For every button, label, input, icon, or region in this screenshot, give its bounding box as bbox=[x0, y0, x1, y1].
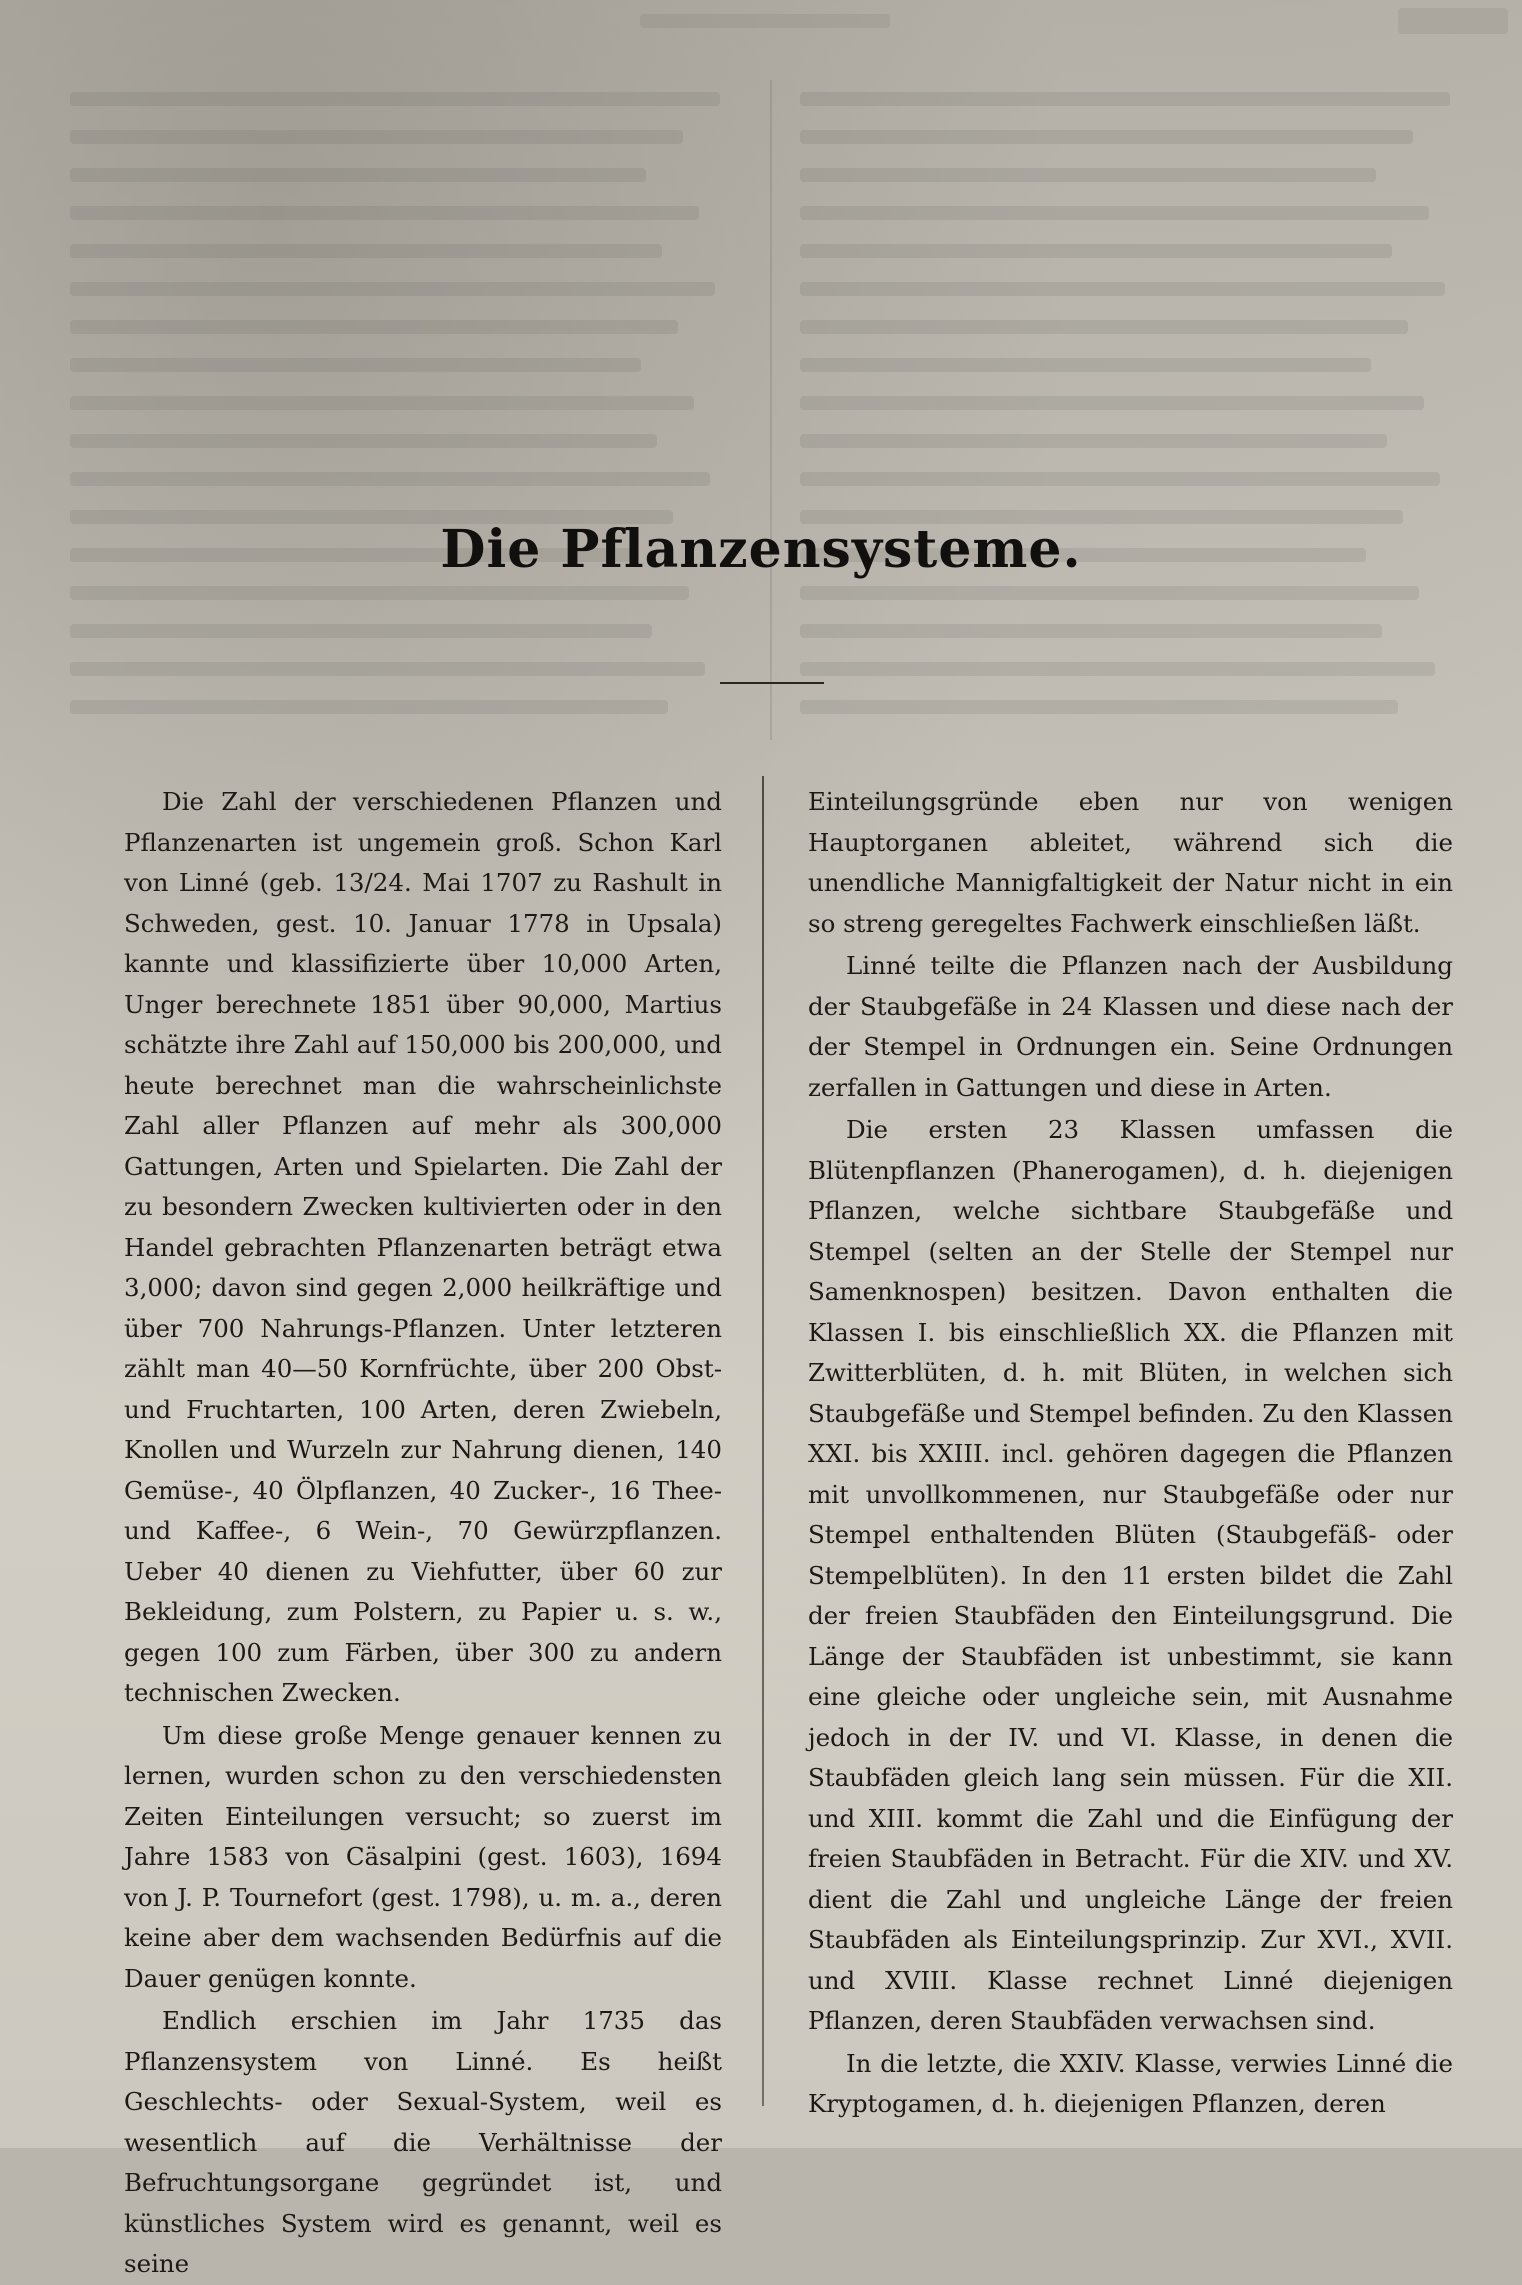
left-column bbox=[124, 782, 722, 2285]
title-rule bbox=[720, 682, 824, 684]
bleed-text-line bbox=[70, 472, 710, 486]
bleed-text-line bbox=[800, 130, 1413, 144]
paragraph: In die letzte, die XXIV. Klasse, verwies Linné die Kryptogamen, d. h. diejenigen Pflanzen, deren bbox=[808, 2048, 1453, 2118]
bleed-text-line bbox=[800, 700, 1398, 714]
bleed-text-line bbox=[800, 472, 1440, 486]
bleed-text-line bbox=[70, 700, 668, 714]
bleed-text-line bbox=[70, 168, 646, 182]
page-number-ghost bbox=[1398, 8, 1508, 34]
paragraph: Linné teilte die Pflanzen nach der Ausbildung der Staubgefäße in 24 Klassen und diese nach der der Stempel in Ordnungen ein. Seine Ordnungen zerfallen in Gattungen und diese in Arten. bbox=[808, 951, 1453, 1102]
bleed-text-line bbox=[800, 320, 1408, 334]
bleed-text-line bbox=[70, 624, 652, 638]
bleed-text-line bbox=[800, 662, 1435, 676]
paragraph: Um diese große Menge genauer kennen zu lernen, wurden schon zu den verschiedensten Zeiten Einteilungen versucht; so zuerst im Jahre 1583 von Cäsalpini (gest. 1603), 1694 von J. P. Tournefort (gest. 1798), u. m. a., deren keine aber dem wachsenden Bedürfnis auf die Dauer genügen konnte. bbox=[124, 1720, 722, 1993]
bleed-text-line bbox=[70, 358, 641, 372]
bleed-text-line bbox=[800, 92, 1450, 106]
bleed-text-line bbox=[70, 206, 699, 220]
bleed-text-line bbox=[70, 244, 662, 258]
bleed-text-line bbox=[70, 434, 657, 448]
paragraph: Die Zahl der verschiedenen Pflanzen und Pflanzenarten ist ungemein groß. Schon Karl von Linné (geb. 13/24. Mai 1707 zu Rashult in Schweden, gest. 10. Januar 1778 in Upsala) kannte und klassifizierte über 10,000 Arten, Unger berechnete 1851 über 90,000, Martius schätzte ihre Zahl auf 150,000 bis 200,000, und heute berechnet man die wahrscheinlichste Zahl aller Pflanzen auf mehr als 300,000 Gattungen, Arten und Spielarten. Die Zahl der zu besondern Zwecken kultivierten oder in den Handel gebrachten Pflanzenarten beträgt etwa 3,000; davon sind gegen 2,000 heilkräftige und über 700 Nahrungs-Pflanzen. Unter letzteren zählt man 40—50 Kornfrüchte, über 200 Obst- und Fruchtarten, 100 Arten, deren Zwiebeln, Knollen und Wurzeln zur Nahrung dienen, 140 Gemüse-, 40 Ölpflanzen, 40 Zucker-, 16 Thee- und Kaffee-, 6 Wein-, 70 Gewürzpflanzen. Ueber 40 dienen zu Viehfutter, über 60 zur Bekleidung, zum Polstern, zu Papier u. s. w., gegen 100 zum Färben, über 300 zu andern technischen Zwecken. bbox=[124, 787, 722, 1707]
bleed-text-line bbox=[800, 244, 1392, 258]
bleed-text-line bbox=[800, 168, 1376, 182]
bleed-text-line bbox=[70, 92, 720, 106]
paragraph: Endlich erschien im Jahr 1735 das Pflanzensystem von Linné. Es heißt Geschlechts- oder Sexual-System, weil es wesentlich auf die Verhältnisse der Befruchtungsorgane gegründet ist, und künstliches System wird es genannt, weil es seine bbox=[124, 2006, 722, 2278]
right-column bbox=[808, 782, 1453, 2125]
bleed-text-line bbox=[800, 358, 1371, 372]
bleed-through-background bbox=[0, 0, 1522, 760]
paragraph: Einteilungsgründe eben nur von wenigen Hauptorganen ableitet, während sich die unendliche Mannigfaltigkeit der Natur nicht in ein so streng geregeltes Fachwerk einschließen läßt. bbox=[808, 787, 1453, 938]
bleed-text-line bbox=[800, 282, 1445, 296]
bleed-text-line bbox=[70, 586, 689, 600]
bleed-text-line bbox=[70, 662, 705, 676]
column-divider bbox=[762, 776, 764, 2106]
bleed-text-line bbox=[70, 130, 683, 144]
running-head-ghost bbox=[640, 14, 890, 28]
page-title: Die Pflanzensysteme. bbox=[440, 519, 1082, 580]
bleed-text-line bbox=[800, 396, 1424, 410]
bleed-text-line bbox=[70, 396, 694, 410]
bleed-text-line bbox=[70, 320, 678, 334]
bleed-column-rule bbox=[770, 80, 772, 740]
paragraph: Die ersten 23 Klassen umfassen die Blütenpflanzen (Phanerogamen), d. h. diejenigen Pflanzen, welche sichtbare Staubgefäße und Stempel (selten an der Stelle der Stempel nur Samenknospen) besitzen. Davon enthalten die Klassen I. bis einschließlich XX. die Pflanzen mit Zwitterblüten, d. h. mit Blüten, in welchen sich Staubgefäße und Stempel befinden. Zu den Klassen XXI. bis XXIII. incl. gehören dagegen die Pflanzen mit unvollkommenen, nur Staubgefäße oder nur Stempel enthaltenden Blüten (Staubgefäß- oder Stempelblüten). In den 11 ersten bildet die Zahl der freien Staubfäden den Einteilungsgrund. Die Länge der Staubfäden ist unbestimmt, sie kann eine gleiche oder ungleiche sein, mit Ausnahme jedoch in der IV. und VI. Klasse, in denen die Staubfäden gleich lang sein müssen. Für die XII. und XIII. kommt die Zahl und die Einfügung der freien Staubfäden in Betracht. Für die XIV. und XV. dient die Zahl und ungleiche Länge der freien Staubfäden als Einteilungsprinzip. Zur XVI., XVII. und XVIII. Klasse rechnet Linné diejenigen Pflanzen, deren Staubfäden verwachsen sind. bbox=[808, 1115, 1453, 2035]
bleed-text-line bbox=[800, 586, 1419, 600]
bleed-text-line bbox=[70, 282, 715, 296]
bleed-text-line bbox=[800, 206, 1429, 220]
bleed-text-line bbox=[800, 434, 1387, 448]
bleed-text-line bbox=[800, 624, 1382, 638]
